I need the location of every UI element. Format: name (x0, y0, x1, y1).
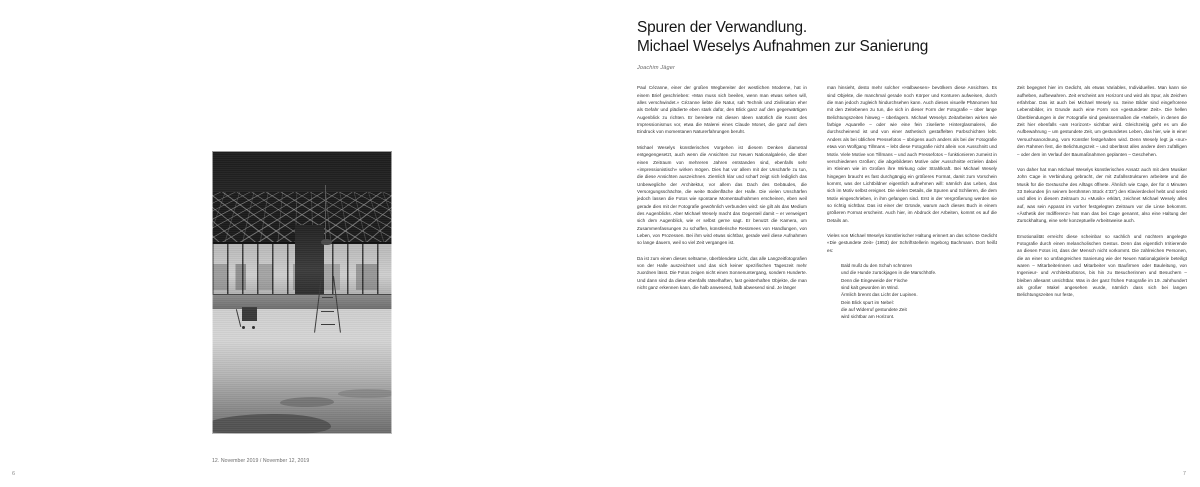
poem-line: Denn die Eingeweide der Fische (841, 277, 908, 283)
paragraph: Emotionalität erreicht diese scheinbar so sachlich und nüchtern angelegte Fotografie durch einen melancholischen Gestus. Denn das eigentlich Irritierende an diesen Fotos ist, dass der Mensch nicht vorkommt. Die zahlreichen Personen, die an einer so umfangreichen Sanierung wie der Neuen Nationalgalerie beteiligt waren – Mitarbeiterinnen und Mitarbeiter von Baufirmen oder Bauleitung, von Ingenieur- und Architekturbüros, bis hin zu Besucherinnen und Besuchern – bleiben allesamt unsichtbar. Was in der ganz frühen Fotografie im 19. Jahrhundert als großer Makel angesehen wurde, nämlich dass sich bei langen Belichtungszeiten nur feste, (1017, 233, 1187, 298)
article-column-3 (1017, 84, 1187, 320)
photograph-image (212, 151, 392, 434)
byline-author: Joachim Jäger (637, 65, 675, 72)
construction-cart (237, 307, 259, 330)
paragraph: Vieles von Michael Weselys künstlerischer Haltung erinnert an das schöne Gedicht «Die gestundete Zeit» (1953) der Schriftstellerin Ingeborg Bachmann. Dort heißt es: (827, 232, 997, 253)
poem-line: Ärmlich brennt das Licht der Lupinen. (841, 292, 918, 298)
paragraph: Da ist zum einen dieses seltsame, überblendete Licht, das alle Langzeitfotografien von der Halle auszeichnet und das sich keiner spezifischen Tageszeit mehr zuordnen lässt. Die Fotos zeigen nicht einen Sonnenuntergang, sondern Hunderte. Und dann sind da diese ebenfalls rätselhaften, fast geisterhaften Objekte, die man nicht ganz erkennen kann, die halb anwesend, halb abwesend sind. Je länger (637, 255, 807, 290)
article (637, 18, 1187, 321)
poem-line: die auf Widerruf gestundete Zeit (841, 307, 907, 313)
page-title (637, 18, 1187, 56)
right-page (600, 0, 1200, 487)
poem-line: wird sichtbar am Horizont. (841, 314, 895, 320)
poem-line: Dein Blick spurt im Nebel: (841, 299, 894, 305)
article-column-2 (827, 84, 997, 320)
photograph-plate (212, 151, 392, 434)
paragraph: Michael Weselys künstlerisches Vorgehen ist diesem Denken diametral entgegengesetzt, auch wenn die Ansichten zur Neuen Nationalgalerie, die über einen Zeitraum von mehreren Jahren entstanden sind, ebenfalls sehr «impressionistisch» wirken mögen. Dies hat vor allem mit der Unschärfe zu tun, die diese Ansichten auszeichnen. Ziemlich klar und scharf zeigt sich lediglich das Unbewegliche der Architektur, vor allem das Dach des Gebäudes, die Versorgungsschächte, die weite Bodenfläche der Halle. Die vielen Unschärfen jedoch lassen die Fotos wie spontane Momentaufnahmen erscheinen, eben weil gerade dies mit der Fotografie gewöhnlich verbunden wird: sie gilt als das Medium des Augenblicks. Aber Michael Wesely macht das Gegenteil damit – er verweigert sich dem Augenblick, wie er selbst gerne sagt. Er benutzt die Kamera, um Zusammenfassungen zu schaffen, künstlerische Resümees von Handlungen, von Leben, von Prozessen. Bei ihm wird etwas sichtbar, gerade weil diese Aufnahmen so lange dauern, weil so viel Zeit vergangen ist. (637, 144, 807, 246)
paragraph: Paul Cézanne, einer der großen Wegbereiter der westlichen Moderne, hat in einem Brief geschrieben: «Man muss sich beeilen, wenn man etwas sehen will, alles verschwindet.» Cézanne liebte die Natur, sah Technik und Zivilisation eher als Gefahr und plädierte eben stark dafür, den Blick ganz auf den gegenwärtigen Augenblick zu richten. Er bereitete mit diesen Ideen natürlich die Kunst des Impressionismus vor, etwa die Malerei eines Claude Monet, die ganz auf dem Eindruck von momentanen Naturerfahrungen beruht. (637, 85, 807, 135)
pendant-lamp (321, 239, 332, 245)
headline-line-1: Spuren der Verwandlung. (637, 19, 808, 36)
article-column-1 (637, 84, 807, 320)
paragraph: Zeit begegnet hier im Gedicht, als etwas Variables, Individuelles. Man kann sie aufheben, aufbewahren. Zeit erscheint am Horizont und wird als Spur, als Zeichen erfahrbar. Das ist auch bei Michael Wesely so. Seine Bilder sind eingefrorene Lebensbilder, im Grunde auch eine Form von «gestundeter Zeit». Die hellen Überblendungen in der Fotografie sind gewissermaßen die «Nebel», in denen die Zeit hier ebenfalls «am Horizont» sichtbar wird. Gleichzeitig geht es um die Aufbewahrung – um gestundete Zeit, um gestundetes Leben, das hier, wie in einer Versuchsanordnung, vom Künstler festgehalten wird. Denn Wesely legt ja «nur» den Rahmen fest, die Belichtungszeit – und überlässt alles andere dem zufälligen – oder dem im Verlauf der Baumaßnahmen geplanten – Geschehen. (1017, 85, 1187, 157)
poem-quote (841, 262, 997, 321)
article-columns (637, 84, 1187, 320)
folio-left: 6 (12, 471, 16, 477)
poem-line: Bald mußt du den Schuh schnüren (841, 262, 913, 268)
floor-stain (212, 414, 331, 434)
paragraph: Von daher hat man Michael Weselys künstlerischen Ansatz auch mit dem Musiker John Cage in Verbindung gebracht, der mit Zufallsstrukturen arbeitete und die Musik für die Geräusche des Alltags öffnete. Ähnlich wie Cage, der für 4 Minuten 33 Sekunden (in seinem berühmten Stück 4'33") den Klavierdeckel hebt und senkt und alles in diesem Zeitraum zu «Musik» erklärt, zeichnet Michael Wesely alles auf, was sein Apparat im vorher festgelegten Zeitraum vor die Linse bekommt. «Ästhetik der Indifferenz» hat man das bei Cage genannt, also eine Haltung der Zurückhaltung, eine sehr konzeptuelle Arbeitsweise auch. (1017, 166, 1187, 224)
poem-line: und die Hunde zurückjagen in die Marschhöfe. (841, 270, 937, 276)
headline-line-2: Michael Weselys Aufnahmen zur Sanierung (637, 38, 929, 56)
floor-stain (338, 389, 392, 398)
paragraph: man hinsieht, desto mehr solcher «Halbwesen» bevölkern diese Ansichten. Es sind Objekte, die manchmal gerade noch Körper und Konturen aufweisen, durch die man jedoch zugleich hindurchsehen kann. Auch dieses visuelle Phänomen hat mit den Zeitebenen zu tun, die sich in dieser Form der Fotografie – über lange Belichtungszeiten hinweg – überlagern. Michael Weselys Zeitarbeiten wirken wie farbige Aquarelle – oder wie eine fein ziselierte Hinterglasmalerei, die durchscheinend ist und von einer ästhetisch gestaffelten Farbschichten lebt. Anders als bei üblichen Pressefotos – übrigens auch anders als bei der Fotografie etwa von Wolfgang Tillmans – lebt diese Fotografie nicht allein von Ausschnitt und Motiv. Viele Motive von Tillmans – und auch Pressefotos – funktionieren zumeist in verschiedenen Größen; die abgebildeten Motive oder Ausschnitte erzielen dabei im Kleinen wie im Großen ihre Wirkung oder Strahlkraft. Bei Michael Wesely hingegen braucht es fast durchgängig ein größeres Format, damit zum Vorschein kommt, was der Lichtbildner eigentlich aufnehmen will: nämlich das Leben, das sich im Motiv selbst ereignet. Die vielen Details, die Spuren und Schlieren, die dem Motiv eingeschrieben, in ihm gefangen sind. Erst in der Vergrößerung werden sie so richtig sichtbar. Das ist einer der Gründe, warum auch dieses Buch in einem größeren Format erscheint. Auch hier, im Abdruck der Arbeiten, kommt es auf die Details an. (827, 85, 997, 223)
floor-stain (280, 397, 334, 407)
pendant-lamp-cord (325, 185, 326, 242)
plate-caption: 12. November 2019 / November 12, 2019 (212, 458, 310, 464)
poem-line: sind kalt geworden im Wind. (841, 285, 899, 290)
folio-right: 7 (1182, 471, 1186, 477)
step-ladder (320, 276, 336, 333)
